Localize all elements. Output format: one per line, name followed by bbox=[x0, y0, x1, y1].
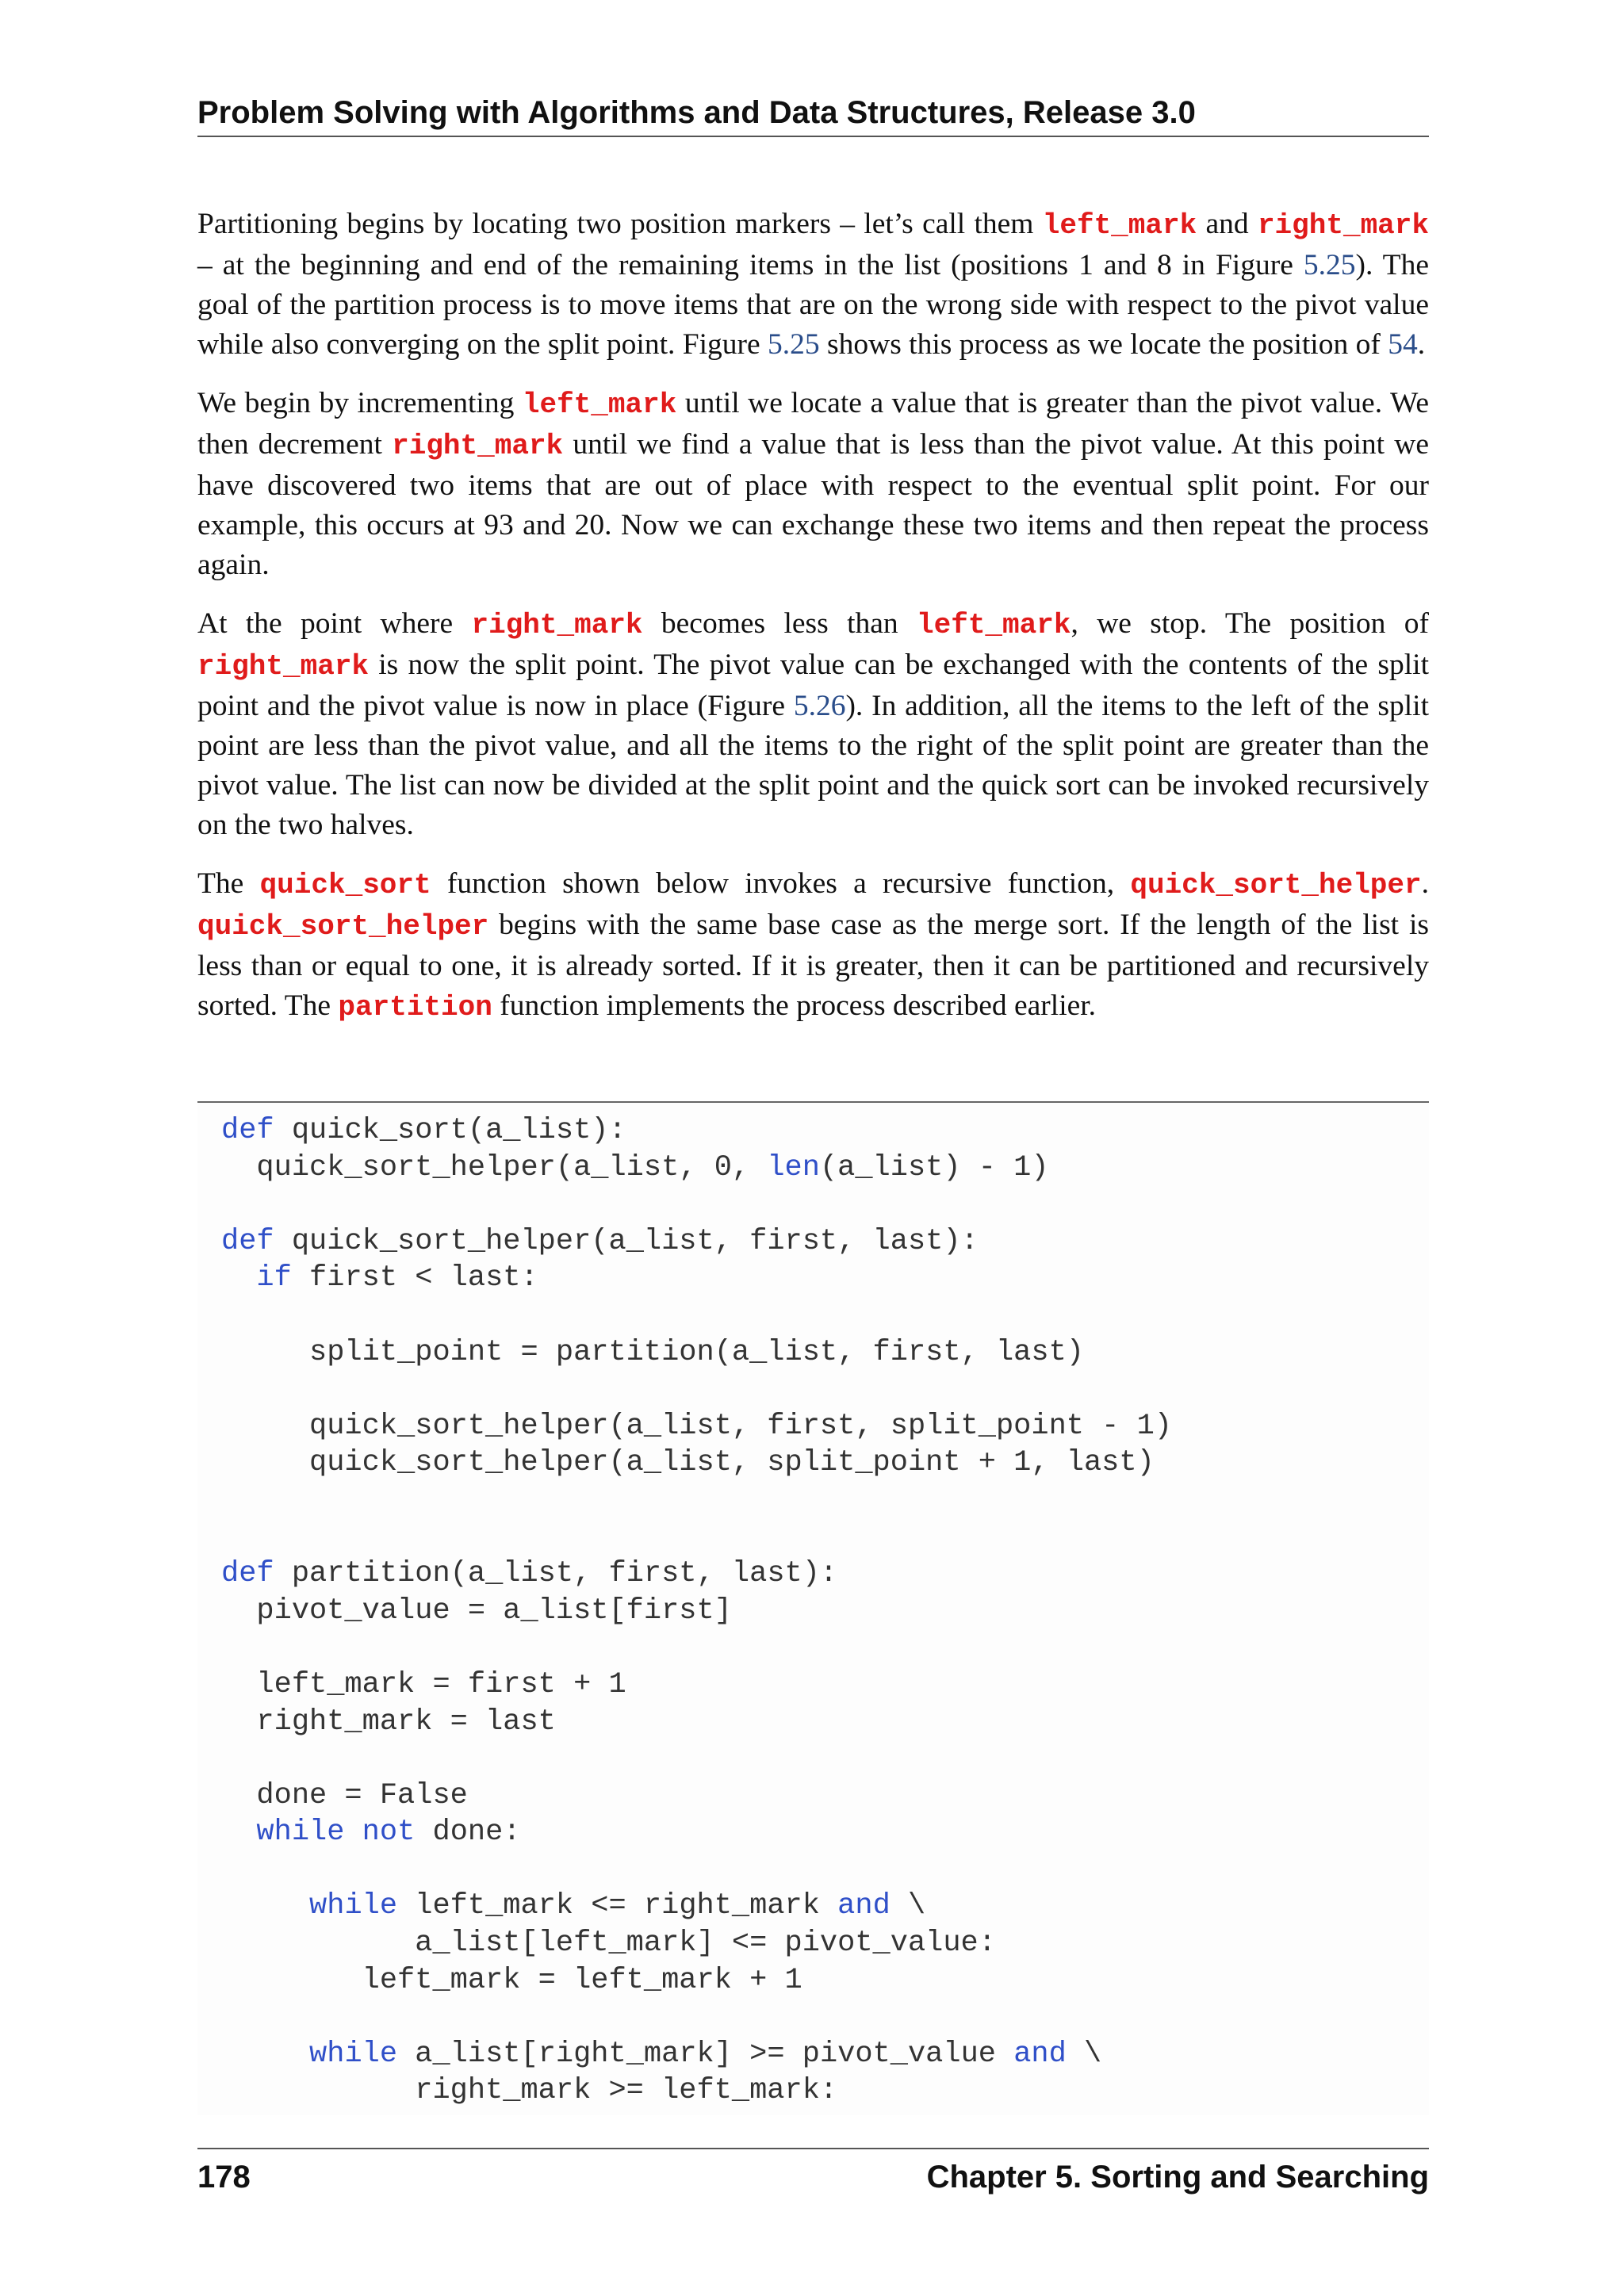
inline-code: left_mark bbox=[1042, 209, 1197, 242]
code-text: a_list[left_mark] <= pivot_value: bbox=[221, 1927, 996, 1961]
paragraph-text: function shown below invokes a recursive function, bbox=[431, 867, 1131, 900]
code-text: done = False bbox=[221, 1778, 468, 1812]
code-text bbox=[344, 1816, 362, 1849]
code-text: quick_sort(a_list): bbox=[274, 1114, 626, 1147]
paragraph-text: – at the beginning and end of the remaining items in the list (positions 1 and 8 in Figure bbox=[197, 249, 1304, 281]
code-keyword: def bbox=[221, 1224, 274, 1258]
paragraph-text: is now the split point. The pivot value can be exchanged with the contents of the split point and the pivot value is now in place (Figure bbox=[197, 649, 1429, 722]
inline-code: right_mark bbox=[471, 609, 643, 641]
cross-reference: 5.25 bbox=[768, 328, 820, 361]
paragraph-text: function implements the process described earlier. bbox=[492, 989, 1097, 1022]
code-block bbox=[197, 1103, 1429, 2115]
page-number: 178 bbox=[197, 2160, 251, 2195]
code-text bbox=[221, 1889, 309, 1923]
code-text: right_mark >= left_mark: bbox=[221, 2074, 838, 2108]
code-keyword: and bbox=[1013, 2037, 1067, 2071]
paragraph-text: , we stop. The position of bbox=[1071, 607, 1429, 640]
code-line bbox=[221, 1999, 1172, 2036]
code-text: quick_sort_helper(a_list, first, split_point - 1) bbox=[221, 1409, 1172, 1443]
code-keyword: if bbox=[256, 1261, 292, 1295]
code-keyword: while bbox=[309, 2037, 398, 2071]
paragraph bbox=[197, 864, 1429, 1027]
code-text: quick_sort_helper(a_list, first, last): bbox=[274, 1224, 979, 1258]
code-line bbox=[221, 1297, 1172, 1334]
inline-code: partition bbox=[338, 991, 492, 1024]
code-text: a_list[right_mark] >= pivot_value bbox=[397, 2037, 1014, 2071]
code-line bbox=[221, 1334, 1172, 1372]
code-text bbox=[221, 2038, 309, 2071]
paragraph-text: We begin by incrementing bbox=[197, 387, 523, 419]
code-lines bbox=[221, 1112, 1172, 2110]
running-footer bbox=[197, 2153, 1429, 2201]
code-line bbox=[221, 1260, 1172, 1297]
code-line bbox=[221, 2072, 1172, 2110]
inline-code: quick_sort_helper bbox=[1130, 869, 1422, 901]
code-line bbox=[221, 1740, 1172, 1777]
inline-code: quick_sort_helper bbox=[197, 910, 489, 943]
code-keyword: not bbox=[362, 1816, 416, 1850]
code-line bbox=[221, 1445, 1172, 1482]
code-line bbox=[221, 1888, 1172, 1925]
paragraph-text: and bbox=[1197, 208, 1258, 240]
paragraph bbox=[197, 384, 1429, 585]
paragraph-text: becomes less than bbox=[642, 607, 917, 640]
paragraph bbox=[197, 205, 1429, 365]
paragraph-text: . bbox=[1417, 328, 1426, 361]
paragraph-text: Partitioning begins by locating two position markers – let’s call them bbox=[197, 208, 1043, 240]
code-text: left_mark = left_mark + 1 bbox=[221, 1963, 802, 1997]
code-line bbox=[221, 1371, 1172, 1408]
header-divider bbox=[197, 136, 1429, 137]
code-text: split_point = partition(a_list, first, last) bbox=[221, 1335, 1084, 1369]
inline-code: right_mark bbox=[1257, 209, 1429, 242]
code-keyword: def bbox=[221, 1557, 274, 1591]
paragraph-text: At the point where bbox=[197, 607, 472, 640]
code-line bbox=[221, 1629, 1172, 1667]
code-text: (a_list) - 1) bbox=[819, 1150, 1049, 1184]
code-text: right_mark = last bbox=[221, 1705, 556, 1739]
code-keyword: len bbox=[767, 1150, 820, 1184]
paragraph-text: shows this process as we locate the position of bbox=[819, 328, 1388, 361]
cross-reference: 5.25 bbox=[1303, 249, 1356, 281]
chapter-title: Chapter 5. Sorting and Searching bbox=[926, 2160, 1429, 2195]
inline-code: right_mark bbox=[392, 430, 564, 462]
code-line bbox=[221, 1150, 1172, 1187]
code-line bbox=[221, 1777, 1172, 1815]
code-text: partition(a_list, first, last): bbox=[274, 1557, 838, 1591]
paragraph-text: . bbox=[1421, 867, 1429, 900]
code-keyword: while bbox=[256, 1816, 345, 1850]
code-line bbox=[221, 1482, 1172, 1519]
code-line bbox=[221, 2036, 1172, 2073]
code-line bbox=[221, 1851, 1172, 1888]
code-text: \ bbox=[890, 1889, 926, 1923]
code-line bbox=[221, 1814, 1172, 1851]
running-header bbox=[197, 89, 1429, 136]
code-text: quick_sort_helper(a_list, 0, bbox=[221, 1150, 768, 1184]
code-text bbox=[221, 1816, 256, 1849]
code-text: left_mark = first + 1 bbox=[221, 1667, 626, 1701]
code-text bbox=[221, 1261, 256, 1295]
code-line bbox=[221, 1556, 1172, 1593]
paragraph-text: until we find a value that is less than the pivot value. At this point we have discovered two items that are out of place with respect to the eventual split point. For our example, this occurs at 93 and 20. Now we can exchange these two items and then repeat the process again. bbox=[197, 428, 1429, 581]
paragraph bbox=[197, 604, 1429, 845]
body-text bbox=[197, 205, 1429, 1047]
code-line bbox=[221, 1519, 1172, 1556]
code-line bbox=[221, 1223, 1172, 1261]
code-line bbox=[221, 1112, 1172, 1150]
code-text: first < last: bbox=[291, 1261, 538, 1295]
paragraph-text: ). In addition, all the items to the left of the split point are less than the pivot value, and all the items to the right of the split point are greater than the pivot value. The list can now be divided at the split point and the quick sort can be invoked recursively on the two halves. bbox=[197, 690, 1429, 841]
code-text: left_mark <= right_mark bbox=[397, 1889, 838, 1923]
code-line bbox=[221, 1408, 1172, 1445]
cross-reference: 54 bbox=[1388, 328, 1418, 361]
inline-code: left_mark bbox=[522, 388, 677, 421]
footer-divider bbox=[197, 2148, 1429, 2149]
code-line bbox=[221, 1704, 1172, 1741]
code-text: pivot_value = a_list[first] bbox=[221, 1594, 732, 1628]
paragraph-text: The bbox=[197, 867, 260, 900]
code-line bbox=[221, 1925, 1172, 1962]
inline-code: right_mark bbox=[197, 650, 370, 683]
code-line bbox=[221, 1186, 1172, 1223]
paragraph-text: ). The goal of the partition process is to move items that are on the wrong side with respect to the pivot value while also converging on the split point. Figure bbox=[197, 249, 1429, 361]
code-line bbox=[221, 1962, 1172, 1999]
code-text: done: bbox=[415, 1816, 521, 1850]
cross-reference: 5.26 bbox=[793, 690, 846, 722]
inline-code: quick_sort bbox=[259, 869, 431, 901]
code-keyword: def bbox=[221, 1114, 274, 1147]
paragraph-text: begins with the same base case as the merge sort. If the length of the list is less than or equal to one, it is already sorted. If it is greater, then it can be partitioned and recursively sorted. The bbox=[197, 909, 1429, 1022]
code-keyword: while bbox=[309, 1889, 398, 1923]
code-text: quick_sort_helper(a_list, split_point + 1, last) bbox=[221, 1446, 1155, 1480]
paragraph-text: until we locate a value that is greater than the pivot value. We then decrement bbox=[197, 387, 1429, 461]
code-keyword: and bbox=[837, 1889, 891, 1923]
code-text: \ bbox=[1066, 2037, 1102, 2071]
running-header-title: Problem Solving with Algorithms and Data Structures, Release 3.0 bbox=[197, 95, 1196, 130]
inline-code: left_mark bbox=[917, 609, 1071, 641]
code-line bbox=[221, 1593, 1172, 1630]
code-line bbox=[221, 1667, 1172, 1704]
